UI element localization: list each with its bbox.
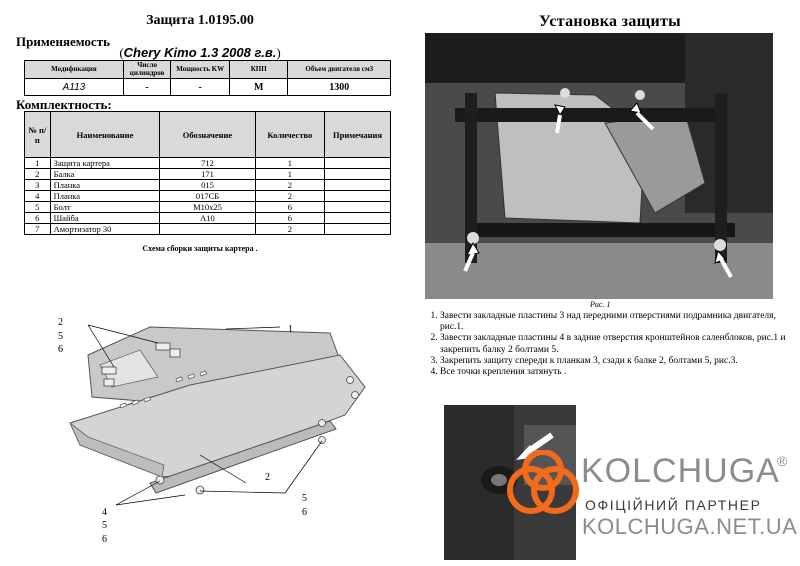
brand-name: KOLCHUGA xyxy=(581,452,780,490)
row-quantity: 2 xyxy=(255,224,325,235)
row-number: 3 xyxy=(25,180,51,191)
col-designation: Обозначение xyxy=(160,112,255,158)
row-name: Балка xyxy=(50,169,160,180)
row-notes xyxy=(325,224,391,235)
cell-power: - xyxy=(171,79,230,96)
callout-6-top: 6 xyxy=(58,344,63,355)
installation-steps xyxy=(418,311,790,378)
row-designation: А10 xyxy=(160,213,255,224)
callout-6-right: 6 xyxy=(302,507,307,518)
row-designation: М10х25 xyxy=(160,202,255,213)
callout-6-bottom: 6 xyxy=(102,534,107,545)
row-quantity: 2 xyxy=(255,180,325,191)
row-notes xyxy=(325,202,391,213)
car-model: Chery Kimo 1.3 xyxy=(123,45,219,60)
callout-4-bottom: 4 xyxy=(102,507,107,518)
row-name: Болт xyxy=(50,202,160,213)
row-name: Планка xyxy=(50,180,160,191)
row-number: 5 xyxy=(25,202,51,213)
row-number: 1 xyxy=(25,158,51,169)
applicability-header-row xyxy=(25,61,391,79)
row-number: 7 xyxy=(25,224,51,235)
col-engine-volume: Объем двигателя см3 xyxy=(288,61,391,79)
row-notes xyxy=(325,213,391,224)
brand-partner: ОФІЦІЙНИЙ ПАРТНЕР xyxy=(585,497,762,513)
row-designation xyxy=(160,224,255,235)
row-name: Защита картера xyxy=(50,158,160,169)
row-notes xyxy=(325,169,391,180)
callout-5-top: 5 xyxy=(58,331,63,342)
col-cylinders: Число цилиндров xyxy=(123,61,171,79)
applicability-table xyxy=(24,60,391,96)
car-open-paren: ( xyxy=(119,45,124,60)
registered-mark: ® xyxy=(777,453,788,469)
row-quantity: 6 xyxy=(255,213,325,224)
col-quantity: Количество xyxy=(255,112,325,158)
table-row xyxy=(25,180,391,191)
row-notes xyxy=(325,158,391,169)
table-row xyxy=(25,169,391,180)
applicability-row xyxy=(25,79,391,96)
cell-modification: A113 xyxy=(25,79,124,96)
row-quantity: 2 xyxy=(255,191,325,202)
callout-2-top: 2 xyxy=(58,317,63,328)
brand-block xyxy=(505,450,798,562)
row-name: Планка xyxy=(50,191,160,202)
col-gearbox: КПП xyxy=(229,61,288,79)
step-4: 4. Все точки крепления затянуть . xyxy=(440,367,790,378)
figure-caption: Рис. 1 xyxy=(590,300,611,309)
table-row xyxy=(25,158,391,169)
table-row xyxy=(25,202,391,213)
step-1: 1. Завести закладные пластины 3 над передними отверстиями подрамника двигателя, рис.1. xyxy=(440,311,790,333)
row-designation: 171 xyxy=(160,169,255,180)
install-title: Установка защиты xyxy=(539,13,681,30)
row-designation: 015 xyxy=(160,180,255,191)
step-2: 2. Завести закладные пластины 4 в задние отверстия кронштейнов саленблоков, рис.1 и закрепить балку 2 болтами 5. xyxy=(440,333,790,355)
installation-photo xyxy=(425,33,773,299)
document-title: Защита 1.0195.00 xyxy=(146,13,254,28)
assembly-diagram xyxy=(40,305,380,563)
col-power: Мощность KW xyxy=(171,61,230,79)
row-notes xyxy=(325,180,391,191)
row-number: 6 xyxy=(25,213,51,224)
table-row xyxy=(25,213,391,224)
kit-heading: Комплектность: xyxy=(16,97,112,112)
callout-5-right: 5 xyxy=(302,493,307,504)
callout-1: 1 xyxy=(288,324,293,335)
car-model-line xyxy=(0,45,400,61)
table-row xyxy=(25,191,391,202)
row-notes xyxy=(325,191,391,202)
callout-5-bottom: 5 xyxy=(102,520,107,531)
table-row xyxy=(25,224,391,235)
car-close-paren: ) xyxy=(276,45,281,60)
row-designation: 017СБ xyxy=(160,191,255,202)
row-number: 4 xyxy=(25,191,51,202)
col-notes: Примечания xyxy=(325,112,391,158)
row-quantity: 1 xyxy=(255,158,325,169)
kit-header-row xyxy=(25,112,391,158)
scheme-caption: Схема сборки защиты картера . xyxy=(142,244,258,253)
callout-2-mid: 2 xyxy=(265,472,270,483)
col-number: № п/п xyxy=(25,112,51,158)
row-number: 2 xyxy=(25,169,51,180)
col-modification: Модификация xyxy=(25,61,124,79)
brand-url[interactable]: KOLCHUGA.NET.UA xyxy=(582,514,798,539)
col-name: Наименование xyxy=(50,112,160,158)
applicability-heading: Применяемость xyxy=(16,34,110,49)
step-3: 3. Закрепить защиту спереди к планкам 3, сзади к балке 2, болтами 5, рис.3. xyxy=(440,356,790,367)
cell-engine-volume: 1300 xyxy=(288,79,391,96)
row-designation: 712 xyxy=(160,158,255,169)
row-quantity: 1 xyxy=(255,169,325,180)
row-quantity: 6 xyxy=(255,202,325,213)
kolchuga-logo-icon xyxy=(505,450,581,530)
car-year: 2008 г.в. xyxy=(218,45,277,60)
row-name: Шайба xyxy=(50,213,160,224)
row-name: Амортизатор 30 xyxy=(50,224,160,235)
cell-cylinders: - xyxy=(123,79,171,96)
kit-table xyxy=(24,111,391,235)
cell-gearbox: M xyxy=(229,79,288,96)
